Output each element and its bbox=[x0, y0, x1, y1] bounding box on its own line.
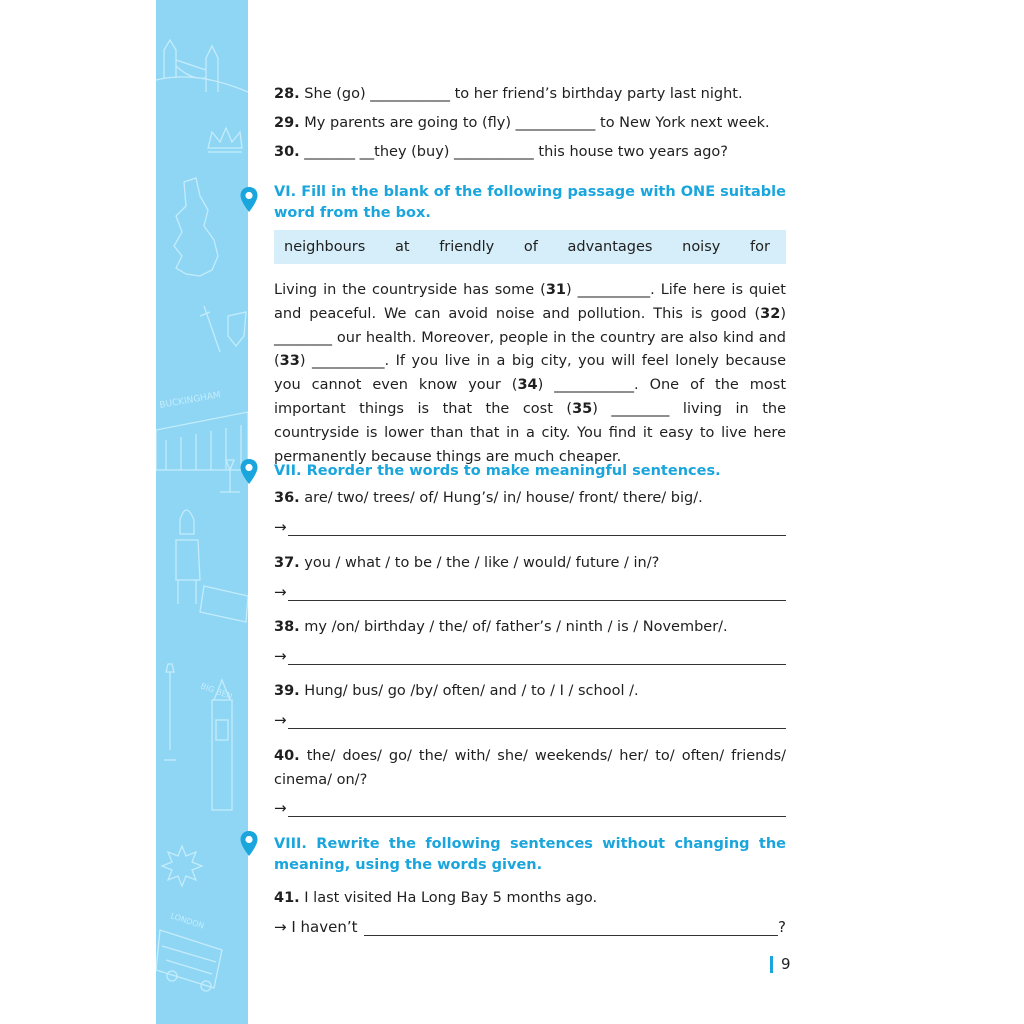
answer-line[interactable] bbox=[274, 647, 786, 665]
blank-number: 32 bbox=[760, 305, 781, 322]
question-39: 39. Hung/ bus/ go /by/ often/ and / to / I / school /. bbox=[274, 683, 639, 699]
answer-line[interactable] bbox=[274, 711, 786, 729]
answer-line[interactable] bbox=[274, 583, 786, 601]
question-30 bbox=[274, 144, 728, 160]
arrow-icon: → bbox=[274, 647, 287, 665]
word-box bbox=[274, 230, 786, 264]
big-ben-label: BIG BEN bbox=[199, 681, 234, 702]
street-lamp-icon bbox=[164, 664, 176, 760]
location-pin-icon bbox=[239, 458, 259, 486]
blank-number: 31 bbox=[545, 282, 566, 298]
question-number: 30. bbox=[274, 144, 300, 160]
question-36: 36. are/ two/ trees/ of/ Hung’s/ in/ house/ front/ there/ big/. bbox=[274, 490, 703, 506]
location-pin-icon bbox=[239, 830, 259, 858]
section-6-heading: VI. Fill in the blank of the following passage with ONE suitable word from the box. bbox=[274, 184, 786, 221]
word-box-item: friendly bbox=[439, 239, 495, 255]
arrow-icon: → bbox=[274, 799, 287, 817]
blank-number: 34 bbox=[517, 377, 538, 394]
lamp-icon bbox=[220, 460, 240, 492]
passage: Living in the countryside has some (31) __________. Life here is quiet and peaceful. We can avoid noise and pollution. This is good (32) ________ our health. Moreover, people in the country are also kind and (33) __________. If you live in a big city, you will feel lonely because you cannot even know your (34) ___________. One of the most important things is that the cost (35) ________ living in the countryside is lower than that in a city. You find it easy to live here permanently because things are much cheaper. bbox=[274, 282, 787, 465]
question-number: 29. bbox=[274, 115, 300, 131]
location-pin-icon bbox=[239, 186, 259, 214]
arrow-icon: → bbox=[274, 518, 287, 536]
word-box-item: advantages bbox=[567, 239, 653, 255]
question-29 bbox=[274, 115, 770, 131]
word-box-item: noisy bbox=[682, 239, 721, 255]
blank-number: 35 bbox=[572, 400, 593, 417]
question-40: 40. the/ does/ go/ the/ with/ she/ weekends/ her/ to/ often/ friends/ bbox=[274, 748, 787, 764]
question-text: My parents are going to (fly) ___________ to New York next week. bbox=[304, 115, 770, 131]
section-8-heading: VIII. Rewrite the following sentences without changing the meaning, using the words given. bbox=[274, 836, 786, 873]
question-text: _______ __they (buy) ___________ this house two years ago? bbox=[304, 144, 728, 160]
question-text: She (go) ___________ to her friend’s birthday party last night. bbox=[304, 86, 743, 102]
buckingham-label: BUCKINGHAM bbox=[158, 390, 222, 411]
tower-bridge-icon bbox=[156, 40, 248, 92]
answer-line[interactable] bbox=[274, 918, 786, 936]
banknote-icon bbox=[200, 586, 248, 622]
arrow-icon: → bbox=[274, 711, 287, 729]
question-mark: ? bbox=[778, 918, 786, 936]
word-box-item: at bbox=[394, 239, 410, 255]
arrow-icon: → bbox=[274, 583, 287, 601]
question-38: 38. my /on/ birthday / the/ of/ father’s / ninth / is / November/. bbox=[274, 619, 728, 635]
big-ben-icon bbox=[199, 680, 233, 810]
word-box-item: of bbox=[523, 239, 538, 255]
word-box-item: neighbours bbox=[284, 239, 366, 255]
london-label: LONDON bbox=[169, 911, 206, 931]
sword-shield-icon bbox=[200, 306, 246, 352]
palace-icon bbox=[156, 390, 248, 470]
page-number-bar bbox=[770, 956, 773, 973]
question-28 bbox=[274, 86, 743, 102]
map-icon bbox=[174, 178, 218, 276]
answer-prompt: → I haven’t bbox=[274, 918, 358, 936]
cross-icon bbox=[162, 846, 202, 886]
answer-line[interactable] bbox=[274, 799, 786, 817]
word-box-item: for bbox=[750, 239, 770, 255]
question-41: 41. I last visited Ha Long Bay 5 months ago. bbox=[274, 890, 598, 906]
answer-line[interactable] bbox=[274, 518, 786, 536]
question-37: 37. you / what / to be / the / like / would/ future / in/? bbox=[274, 555, 660, 571]
question-40-continued: cinema/ on/? bbox=[274, 772, 368, 788]
page-number: 9 bbox=[770, 955, 791, 973]
guard-icon bbox=[176, 510, 200, 604]
bus-icon bbox=[156, 911, 222, 991]
sidebar-decoration bbox=[156, 0, 248, 1024]
question-number: 28. bbox=[274, 86, 300, 102]
blank-number: 33 bbox=[279, 353, 300, 370]
section-7-heading: VII. Reorder the words to make meaningful sentences. bbox=[274, 463, 721, 479]
crown-icon bbox=[208, 128, 242, 152]
